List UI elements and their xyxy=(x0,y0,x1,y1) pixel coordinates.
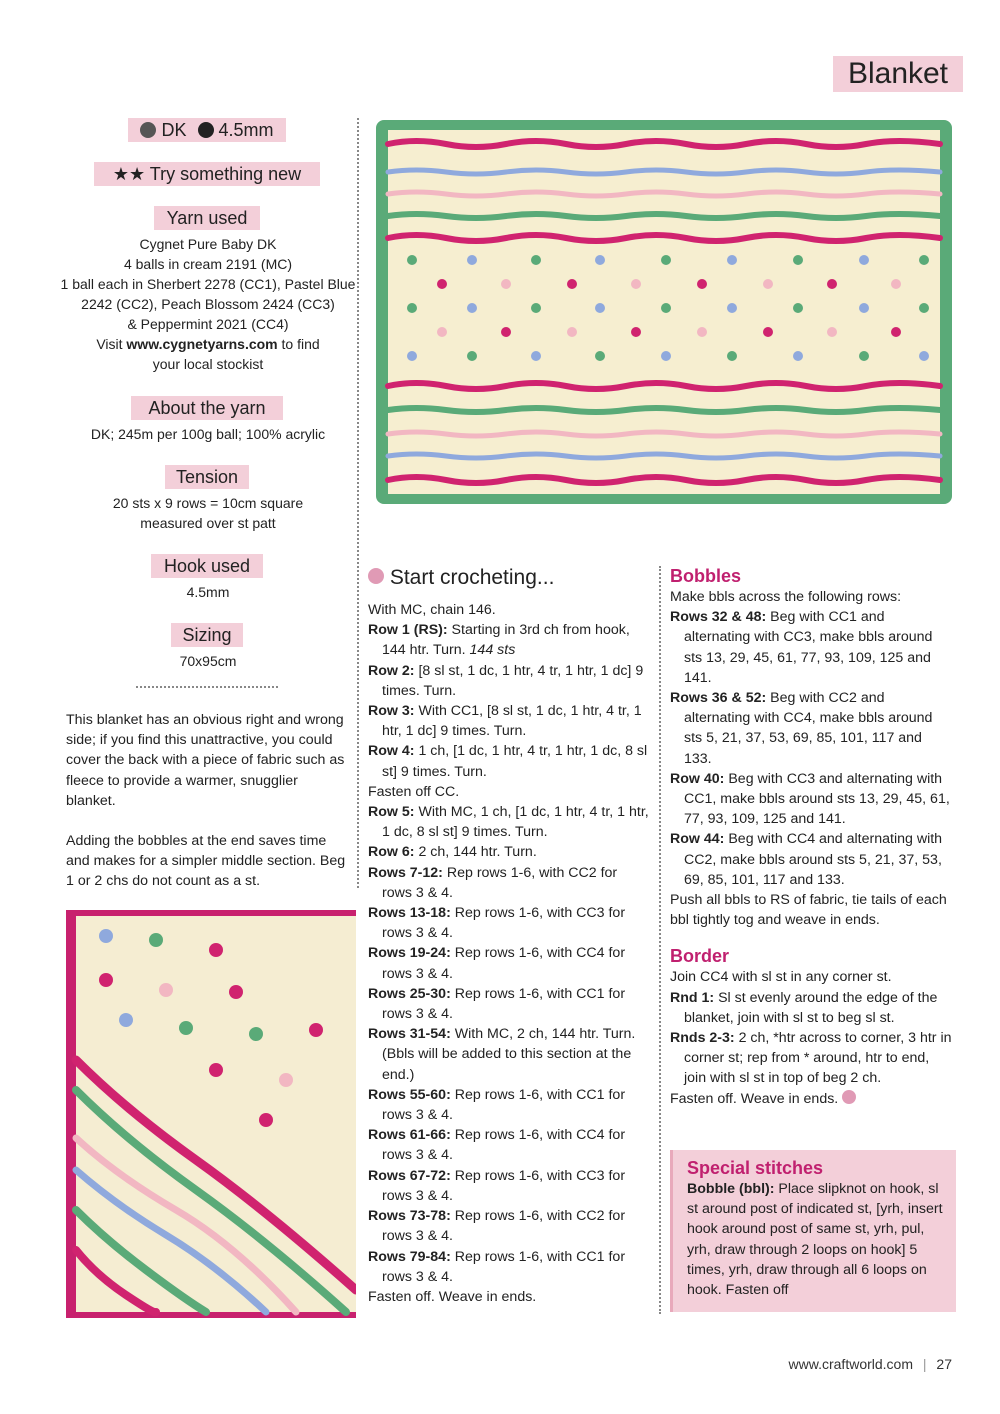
start-lead: With MC, chain 146. xyxy=(368,602,496,618)
pattern-row: Row 1 (RS): Starting in 3rd ch from hook, 144 htr. Turn. 144 sts xyxy=(368,622,630,659)
bobbles-tail: Push all bbls to RS of fabric, tie tails of each bbl tightly tog and weave in ends. xyxy=(670,892,947,929)
start-crocheting-section xyxy=(368,566,650,1307)
visit-post: to find xyxy=(277,336,320,352)
page-title: Blanket xyxy=(833,56,963,92)
hook-icon xyxy=(198,122,214,138)
page-number: 27 xyxy=(936,1356,952,1372)
footer-separator: | xyxy=(922,1356,927,1372)
bobble-row: Row 44: Beg with CC4 and alternating with CC2, make bbls around sts 5, 21, 37, 53, 69, 85, 101, 117 and 133. xyxy=(670,831,943,888)
yarn-weight: DK xyxy=(161,120,187,140)
yarn-line: 2242 (CC2), Peach Blossom 2424 (CC3) xyxy=(81,296,335,312)
special-stitches-heading: Special stitches xyxy=(687,1158,824,1178)
yarn-ball-icon xyxy=(140,122,156,138)
hook-used-heading: Hook used xyxy=(151,554,263,578)
visit-pre: Visit xyxy=(96,336,127,352)
pattern-row: Rows 25-30: Rep rows 1-6, with CC1 for rows 3 & 4. xyxy=(368,985,626,1023)
pattern-row: Row 2: [8 sl st, 1 dc, 1 htr, 4 tr, 1 htr, 1 dc] 9 times. Turn. xyxy=(368,662,644,699)
pattern-row: Row 3: With CC1, [8 sl st, 1 dc, 1 htr, 4 tr, 1 htr, 1 dc] 9 times. Turn. xyxy=(368,703,642,740)
yarn-website-link[interactable]: www.cygnetyarns.com xyxy=(126,336,278,352)
pattern-row: Rows 73-78: Rep rows 1-6, with CC2 for rows 3 & 4. xyxy=(368,1208,626,1245)
difficulty-tag xyxy=(94,162,320,186)
hook-used-text: 4.5mm xyxy=(186,584,230,600)
tension-line: measured over st patt xyxy=(140,515,276,531)
yarn-line: 1 ball each in Sherbert 2278 (CC1), Pastel Blue xyxy=(60,276,356,292)
yarn-visit-line xyxy=(60,334,356,354)
pattern-row: Row 4: 1 ch, [1 dc, 1 htr, 4 tr, 1 htr, 1 dc, 8 sl st] 9 times. Turn. xyxy=(368,743,648,780)
about-yarn-text: DK; 245m per 100g ball; 100% acrylic xyxy=(90,426,326,442)
divider xyxy=(136,686,278,688)
bobbles-heading: Bobbles xyxy=(670,566,742,586)
pattern-row: Fasten off. Weave in ends. xyxy=(368,1288,537,1305)
tension-heading: Tension xyxy=(165,465,249,489)
difficulty-text: Try something new xyxy=(149,164,302,184)
pattern-row: Rows 67-72: Rep rows 1-6, with CC3 for rows 3 & 4. xyxy=(368,1167,626,1204)
special-stitches-box xyxy=(670,1150,956,1312)
pattern-row: Rows 55-60: Rep rows 1-6, with CC1 for rows 3 & 4. xyxy=(368,1086,626,1124)
pattern-row: Rows 79-84: Rep rows 1-6, with CC1 for rows 3 & 4. xyxy=(368,1248,626,1285)
yarn-line: 4 balls in cream 2191 (MC) xyxy=(123,256,293,272)
bobbles-body xyxy=(670,587,952,930)
bobbles-border-section xyxy=(670,566,952,1109)
specs-tag xyxy=(128,118,286,142)
blanket-photo xyxy=(376,120,952,504)
bobble-row: Rows 36 & 52: Beg with CC2 and alternating with CC4, make bbls around sts 5, 21, 37, 53, 69, 85, 101, 117 and 133. xyxy=(670,690,933,767)
start-heading-text: Start crocheting... xyxy=(389,566,555,589)
footer xyxy=(789,1356,952,1372)
tension-line: 20 sts x 9 rows = 10cm square xyxy=(112,495,304,511)
pattern-row: Fasten off CC. xyxy=(368,783,460,800)
bobble-row: Rows 32 & 48: Beg with CC1 and alternating with CC3, make bbls around sts 13, 29, 45, 61, 77, 93, 109, 125 and 141. xyxy=(670,609,933,686)
column-divider xyxy=(659,566,661,1314)
pattern-row: Rows 19-24: Rep rows 1-6, with CC4 for rows 3 & 4. xyxy=(368,945,626,982)
intro-paragraph: This blanket has an obvious right and wrong side; if you find this unattractive, you could cover the back with a piece of fabric such as fleece to provide a warmer, snugglier blanket. xyxy=(66,712,345,809)
bobble-row: Row 40: Beg with CC3 and alternating with CC1, make bbls around sts 13, 29, 45, 61, 77, 93, 109, 125 and 141. xyxy=(670,770,950,828)
intro-paragraph: Adding the bobbles at the end saves time and makes for a simpler middle section. Beg 1 or 2 chs do not count as a st. xyxy=(66,833,346,890)
difficulty-stars: ★★ xyxy=(112,164,146,184)
visit-line2: your local stockist xyxy=(152,356,264,372)
yarn-ball-icon xyxy=(842,1090,856,1104)
border-row: Rnds 2-3: 2 ch, *htr across to corner, 3 htr in corner st; rep from * around, htr to end, join with sl st in top of beg 2 ch. xyxy=(670,1030,952,1087)
start-heading xyxy=(368,566,650,590)
blanket-detail-photo xyxy=(66,910,356,1318)
bobbles-lead: Make bbls across the following rows: xyxy=(670,589,902,605)
border-tail: Fasten off. Weave in ends. xyxy=(670,1089,952,1109)
yarn-used-heading: Yarn used xyxy=(154,206,260,230)
about-yarn-heading: About the yarn xyxy=(131,396,283,420)
border-row: Rnd 1: Sl st evenly around the edge of the blanket, join with sl st to beg sl st. xyxy=(670,989,938,1026)
border-body xyxy=(670,967,952,1108)
sizing-text: 70x95cm xyxy=(179,653,237,669)
special-stitches-text: Bobble (bbl): Place slipknot on hook, sl st around post of indicated st, [yrh, insert hook around post of same st, yrh, pul, yrh, draw through 2 loops on hook] 5 times, yrh, draw through all 6 loops on hook. Fasten off xyxy=(687,1181,943,1299)
border-lead: Join CC4 with sl st in any corner st. xyxy=(670,969,892,986)
hook-size: 4.5mm xyxy=(218,120,274,140)
pattern-row: Rows 13-18: Rep rows 1-6, with CC3 for rows 3 & 4. xyxy=(368,905,626,942)
pattern-row: Rows 7-12: Rep rows 1-6, with CC2 for rows 3 & 4. xyxy=(368,864,618,901)
pattern-row: Row 5: With MC, 1 ch, [1 dc, 1 htr, 4 tr, 1 htr, 1 dc, 8 sl st] 9 times. Turn. xyxy=(368,804,649,841)
tension-text xyxy=(60,493,356,533)
intro-text xyxy=(66,710,350,892)
yarn-ball-icon xyxy=(368,568,384,584)
footer-url[interactable]: www.craftworld.com xyxy=(788,1356,913,1372)
pattern-row: Row 6: 2 ch, 144 htr. Turn. xyxy=(368,844,537,861)
pattern-row: Rows 61-66: Rep rows 1-6, with CC4 for rows 3 & 4. xyxy=(368,1127,626,1164)
column-divider xyxy=(357,118,359,888)
yarn-used-text xyxy=(60,234,356,374)
yarn-line: & Peppermint 2021 (CC4) xyxy=(127,316,289,332)
start-body xyxy=(368,600,650,1307)
sizing-heading: Sizing xyxy=(171,623,243,647)
yarn-line: Cygnet Pure Baby DK xyxy=(139,236,277,252)
border-heading: Border xyxy=(670,946,730,967)
pattern-row: Rows 31-54: With MC, 2 ch, 144 htr. Turn. (Bbls will be added to this section at the end.) xyxy=(368,1026,636,1083)
